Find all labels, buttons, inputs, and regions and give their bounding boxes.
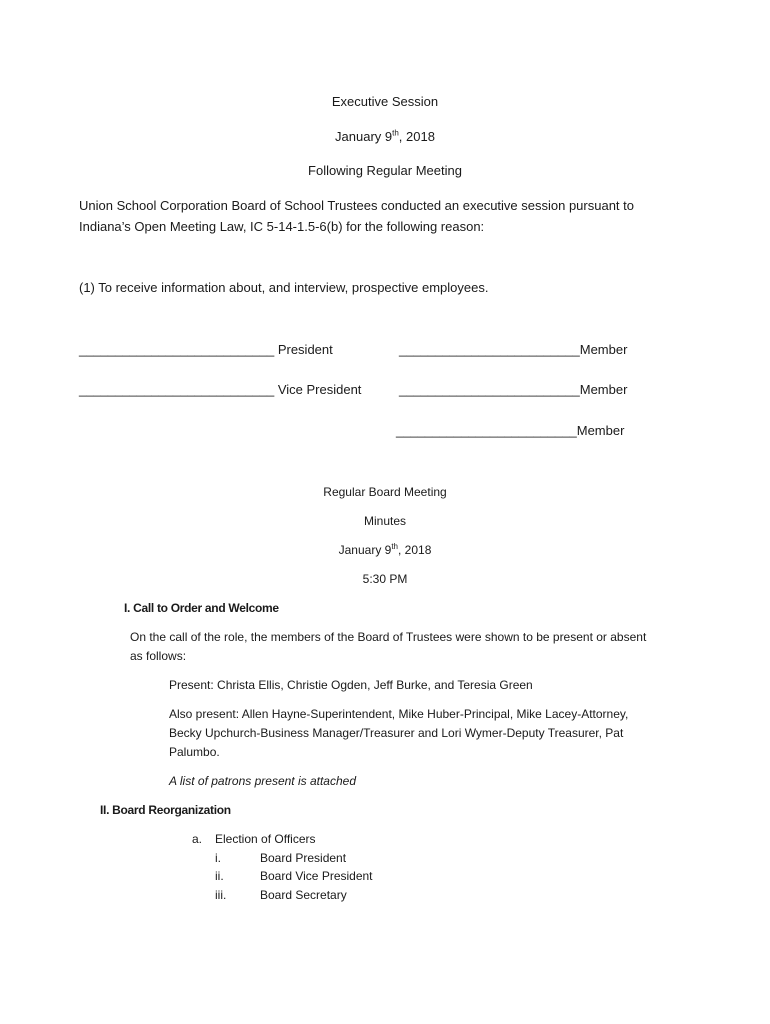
executive-session-subtitle: Following Regular Meeting (308, 163, 462, 178)
also-present-line-3: Palumbo. (169, 745, 220, 759)
section-2-heading: II. Board Reorganization (100, 803, 231, 817)
patrons-note: A list of patrons present is attached (169, 774, 356, 788)
item-a-marker: a. (192, 832, 203, 846)
signature-member-3: _________________________Member (396, 423, 625, 438)
regular-meeting-title: Regular Board Meeting (323, 485, 447, 499)
sub-item-label: Board Vice President (260, 869, 373, 883)
signature-president: ___________________________ President (79, 342, 333, 357)
roll-call-line-2: as follows: (130, 649, 187, 663)
regular-meeting-time: 5:30 PM (362, 572, 408, 586)
regular-meeting-date: January 9th, 2018 (338, 542, 432, 557)
signature-member-2: _________________________Member (399, 382, 628, 397)
sub-item-marker: ii. (215, 869, 224, 883)
present-members: Present: Christa Ellis, Christie Ogden, Jeff Burke, and Teresia Green (169, 678, 533, 692)
session-reason: (1) To receive information about, and interview, prospective employees. (79, 280, 489, 295)
section-1-heading: I. Call to Order and Welcome (124, 601, 279, 615)
roll-call-line-1: On the call of the role, the members of the Board of Trustees were shown to be present or absent (130, 630, 647, 644)
sub-item-marker: i. (215, 851, 221, 865)
executive-session-date: January 9th, 2018 (335, 128, 435, 144)
signature-vice-president: ___________________________ Vice President (79, 382, 362, 397)
intro-line-2: Indiana’s Open Meeting Law, IC 5-14-1.5-6(b) for the following reason: (79, 219, 485, 234)
intro-line-1: Union School Corporation Board of School Trustees conducted an executive session pursuant to (79, 198, 635, 213)
executive-session-title: Executive Session (331, 94, 439, 109)
sub-item-label: Board President (260, 851, 347, 865)
sub-item-marker: iii. (215, 888, 227, 902)
item-a-label: Election of Officers (215, 832, 316, 846)
signature-member-1: _________________________Member (399, 342, 628, 357)
also-present-line-2: Becky Upchurch-Business Manager/Treasurer and Lori Wymer-Deputy Treasurer, Pat (169, 726, 624, 740)
regular-meeting-minutes: Minutes (363, 514, 407, 528)
also-present-line-1: Also present: Allen Hayne-Superintendent, Mike Huber-Principal, Mike Lacey-Attorney, (169, 707, 629, 721)
sub-item-label: Board Secretary (260, 888, 347, 902)
